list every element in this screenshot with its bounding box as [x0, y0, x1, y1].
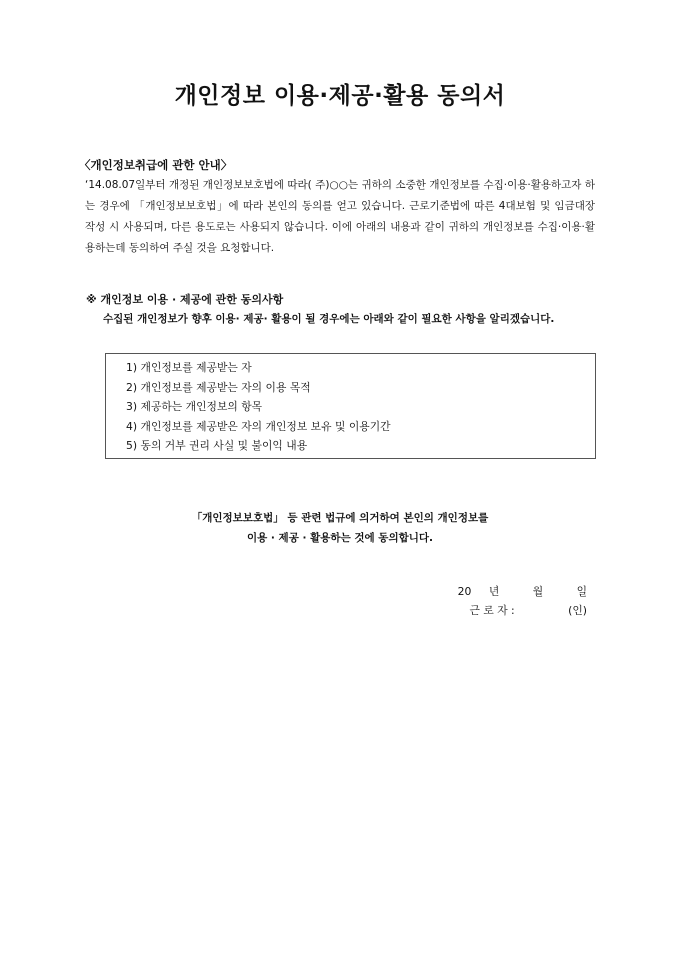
document-title: 개인정보 이용·제공·활용 동의서 — [174, 83, 506, 109]
signature-line — [469, 603, 587, 618]
consent-item: 4) 개인정보를 제공받은 자의 개인정보 보유 및 이용기간 — [126, 419, 391, 433]
consent-item: 1) 개인정보를 제공받는 자 — [126, 361, 252, 374]
date-month-label: 월 — [532, 585, 544, 598]
signature-label: 근 로 자 : — [469, 604, 515, 617]
date-year-prefix: 20 — [457, 585, 472, 598]
date-line — [458, 584, 587, 599]
consent-item: 5) 동의 거부 권리 사실 및 불이익 내용 — [126, 439, 308, 452]
guide-paragraph: ‘14.08.07일부터 개정된 개인정보보호법에 따라( 주)○○는 귀하의 소중한 개인정보를 수집·이용·활용하고자 하는 경우에 「개인정보보호법」에 따라 본인의 동의를 얻고 있습니다. 근로기준법에 따른 4대보험 및 임금대장 작성 시 사용되며, 다른 용도로는 사용되지 않습니다. 이에 아래의 내용과 같이 귀하의 개인정보를 수집·이용·활용하는데 동의하여 주실 것을 요청합니다. — [85, 179, 595, 254]
consent-heading: ※ 개인정보 이용 · 제공에 관한 동의사항 — [86, 293, 284, 306]
consent-statement — [0, 508, 680, 548]
consent-paragraph: 수집된 개인정보가 향후 이용· 제공· 활용이 될 경우에는 아래와 같이 필요한 사항을 알리겠습니다. — [103, 313, 555, 325]
consent-items-list — [126, 358, 595, 456]
statement-line-1: 「개인정보보호법」 등 관련 법규에 의거하여 본인의 개인정보를 — [191, 512, 489, 524]
consent-item: 2) 개인정보를 제공받는 자의 이용 목적 — [126, 380, 311, 394]
consent-items-box — [105, 353, 596, 459]
guide-heading: 〈개인정보취급에 관한 안내〉 — [79, 158, 233, 172]
signature-seal: (인) — [568, 604, 587, 617]
consent-item: 3) 제공하는 개인정보의 항목 — [126, 400, 263, 413]
date-year-label: 년 — [488, 585, 500, 598]
date-day-label: 일 — [576, 585, 587, 598]
statement-line-2: 이용 · 제공 · 활용하는 것에 동의합니다. — [246, 532, 434, 544]
